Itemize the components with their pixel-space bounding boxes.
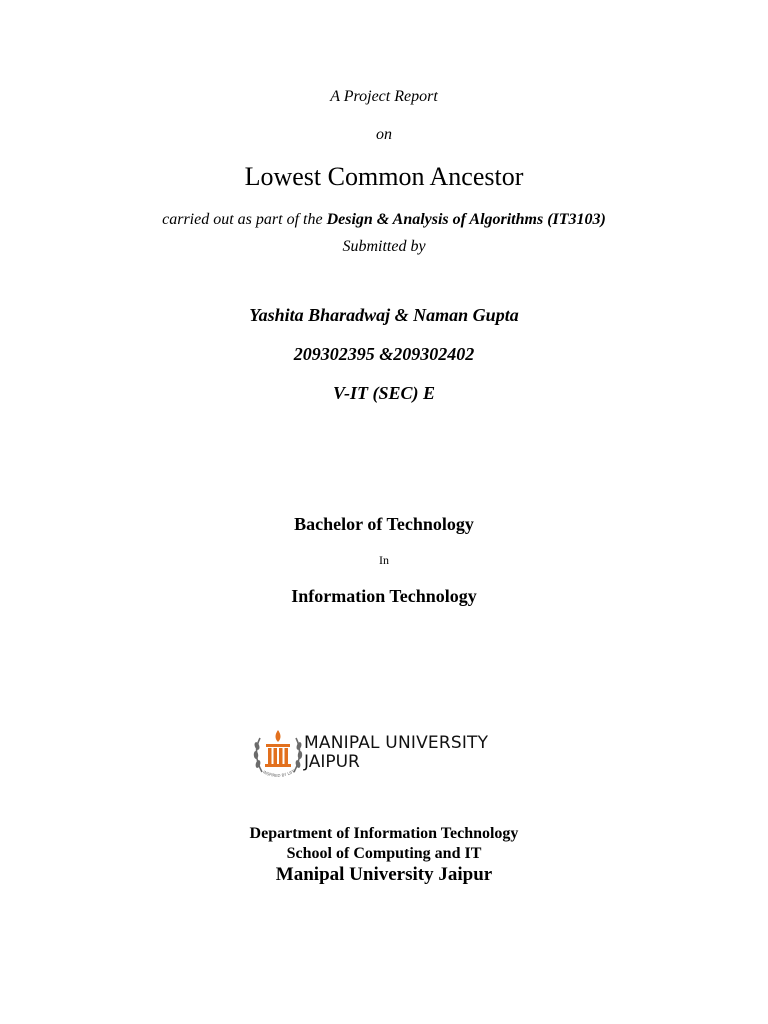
svg-text:INSPIRED BY LIFE	[262, 768, 296, 778]
school: School of Computing and IT	[286, 845, 482, 862]
department: Department of Information Technology	[249, 825, 519, 842]
university-logo	[250, 724, 518, 782]
in-label: In	[379, 553, 389, 567]
course-prefix: carried out as part of the	[162, 211, 327, 228]
university: Manipal University Jaipur	[275, 864, 493, 885]
course-line	[0, 211, 768, 229]
student-ids: 209302395 &209302402	[293, 344, 475, 364]
degree: Bachelor of Technology	[294, 514, 474, 534]
course-name: Design & Analysis of Algorithms (IT3103)	[326, 211, 606, 228]
section: V-IT (SEC) E	[332, 383, 436, 403]
authors: Yashita Bharadwaj & Naman Gupta	[249, 305, 519, 325]
logo-university-name: MANIPAL UNIVERSITY	[304, 733, 489, 753]
field: Information Technology	[291, 586, 477, 606]
seal-text: INSPIRED BY LIFE	[262, 768, 296, 779]
on-label: on	[376, 126, 392, 143]
submitted-by: Submitted by	[342, 238, 426, 255]
university-seal-icon	[250, 724, 306, 782]
logo-city: JAIPUR	[304, 752, 360, 772]
report-type: A Project Report	[330, 88, 438, 105]
report-title: Lowest Common Ancestor	[244, 162, 524, 191]
